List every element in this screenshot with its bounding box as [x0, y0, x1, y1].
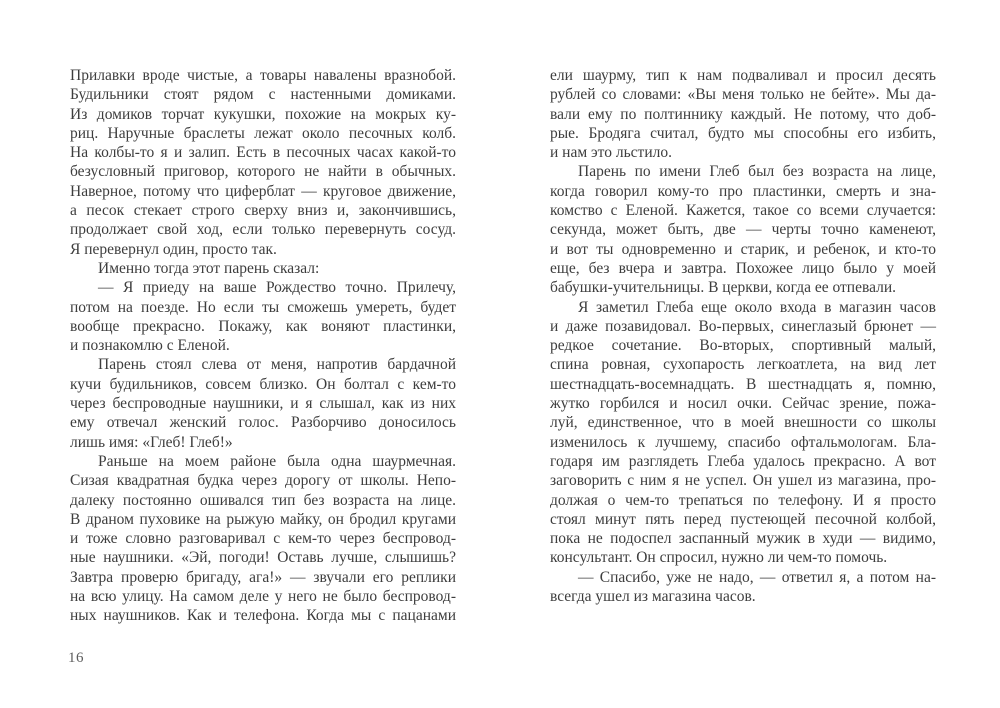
text-line: Будильники стоят рядом с настенными домиками. — [70, 86, 456, 104]
text-line: риц. Наручные браслеты лежат около песочных колб. — [70, 124, 456, 142]
text-line: редкое сочетание. Во-вторых, спортивный малый, — [550, 337, 936, 355]
text-line: еще, без вчера и завтра. Похожее лицо было у моей — [550, 259, 936, 277]
text-line: На колбы-то я и залип. Есть в песочных часах какой-то — [70, 144, 456, 162]
text-line: рые. Бродяга считал, будто мы способны его избить, — [550, 124, 936, 142]
text-line: секунда, может быть, две — черты точно каменеют, — [550, 221, 936, 239]
text-line: стоял минут пять перед пустеющей песочной колбой, — [550, 510, 936, 528]
text-line: и познакомлю с Еленой. — [70, 337, 230, 355]
text-line: комство с Еленой. Кажется, такое со всеми случается: — [550, 202, 936, 220]
text-line: изменилось к лучшему, спасибо офтальмологам. Бла- — [550, 433, 936, 451]
text-line: Прилавки вроде чистые, а товары навалены вразнобой. — [70, 67, 456, 84]
text-line: Я заметил Глеба еще около входа в магазин часов — [578, 298, 936, 316]
text-line: вообще прекрасно. Покажу, как воняют пластинки, — [70, 317, 456, 335]
text-line: безусловный приговор, которого не найти в обычных. — [70, 163, 456, 181]
text-line: ных наушников. Как и телефона. Когда мы с пацанами — [70, 607, 456, 625]
text-line: ели шаурму, тип к нам подваливал и просил десять — [550, 67, 936, 84]
text-line: а песок стекает строго сверху вниз и, закончившись, — [70, 202, 456, 220]
text-line: шестнадцать-восемнадцать. В шестнадцать я, помню, — [550, 375, 936, 393]
text-line: Парень стоял слева от меня, напротив бардачной — [98, 356, 456, 374]
text-line: кучи будильников, совсем близко. Он болтал с кем-то — [70, 375, 456, 393]
text-line: Я перевернул один, просто так. — [70, 240, 277, 258]
text-line: Наверное, потому что циферблат — круговое движение, — [70, 182, 456, 200]
text-line: лишь имя: «Глеб! Глеб!» — [70, 433, 233, 451]
text-line: Завтра проверю бригаду, ага!» — звучали его реплики — [70, 568, 456, 586]
right-text-column — [550, 66, 936, 606]
text-line: и нам это льстило. — [550, 144, 672, 162]
text-line: вали ему по полтиннику каждый. Не потому, что доб- — [550, 105, 936, 123]
text-line: годаря им разглядеть Глеба удалось прекрасно. А вот — [550, 452, 936, 470]
text-line: должая о чем-то трепаться по телефону. И я просто — [550, 491, 936, 509]
text-line: когда говорил кому-то про пластинки, смерть и зна- — [550, 182, 936, 200]
text-line: Парень по имени Глеб был без возраста на лице, — [578, 163, 936, 181]
text-line: — Я приеду на ваше Рождество точно. Прилечу, — [98, 279, 456, 297]
text-line: спина ровная, сухопарость легкоатлета, на вид лет — [550, 356, 936, 374]
text-line: пока не подоспел заспанный мужик в худи — видимо, — [550, 530, 936, 548]
text-line: бабушки-учительницы. В церкви, когда ее отпевали. — [550, 279, 896, 297]
text-line: луй, единственное, что в моей внешности со школы — [550, 414, 936, 432]
text-line: Сизая квадратная будка через дорогу от школы. Непо- — [70, 472, 456, 490]
text-line: рублей со словами: «Вы меня только не бейте». Мы да- — [550, 86, 936, 104]
text-line: и тоже словно разговаривал с кем-то через беспровод- — [70, 530, 456, 548]
text-line: — Спасибо, уже не надо, — ответил я, а потом на- — [578, 568, 936, 586]
text-line: жутко горбился и носил очки. Сейчас зрение, пожа- — [550, 395, 936, 413]
left-text-column — [70, 66, 456, 626]
text-line: продолжает свой ход, если только перевернуть сосуд. — [70, 221, 456, 239]
text-line: далеку постоянно ошивался тип без возраста на лице. — [70, 491, 456, 509]
page-number: 16 — [68, 650, 84, 666]
text-line: потом на поезде. Но если ты сможешь умереть, будет — [70, 298, 456, 316]
text-line: В драном пуховике на рыжую майку, он бродил кругами — [70, 510, 456, 528]
text-line: и даже позавидовал. Во-первых, синеглазый брюнет — — [550, 317, 936, 335]
text-line: Раньше на моем районе была одна шаурмечная. — [98, 452, 456, 470]
text-line: заговорить с ним я не успел. Он ушел из магазина, про- — [550, 472, 936, 490]
text-line: через беспроводные наушники, и я слышал, как из них — [70, 395, 456, 413]
text-line: и вот ты одновременно и старик, и ребенок, и кто-то — [550, 240, 936, 258]
text-line: консультант. Он спросил, нужно ли чем-то помочь. — [550, 549, 888, 567]
text-line: ные наушники. «Эй, погоди! Оставь лучше, слышишь? — [70, 549, 456, 567]
text-line: Именно тогда этот парень сказал: — [98, 259, 320, 277]
text-line: на всю улицу. На самом деле у него не было беспровод- — [70, 588, 456, 606]
text-line: ему отвечал женский голос. Разборчиво доносилось — [70, 414, 456, 432]
text-line: всегда ушел из магазина часов. — [550, 588, 756, 606]
text-line: Из домиков торчат кукушки, похожие на мокрых ку- — [70, 105, 456, 123]
